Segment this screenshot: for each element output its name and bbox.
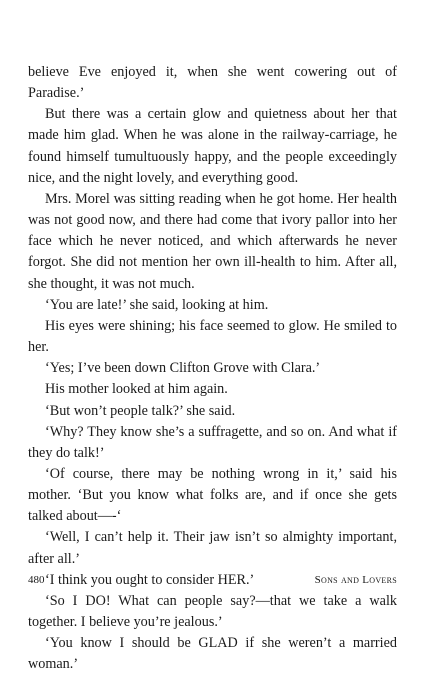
- paragraph: ‘You know I should be GLAD if she weren’t a married woman.’: [28, 635, 397, 673]
- paragraph-continuation: believe Eve enjoyed it, when she went cowering out of Paradise.’: [28, 64, 397, 102]
- paragraph: ‘I think you ought to consider HER.’: [45, 571, 255, 588]
- paragraph: But there was a certain glow and quietness about her that made him glad. When he was alone in the railway-carriage, he found himself tumultuously happy, and the people exceedingly nice, and the night lovely, and everything good.: [28, 106, 397, 186]
- running-title: Sons and Lovers: [314, 574, 397, 586]
- paragraph: ‘Why? They know she’s a suffragette, and so on. And what if they do talk!’: [28, 423, 397, 461]
- page-footer: [28, 574, 397, 588]
- paragraph: ‘Yes; I’ve been down Clifton Grove with Clara.’: [45, 360, 321, 377]
- paragraph: Mrs. Morel was sitting reading when he got home. Her health was not good now, and there had come that ivory pallor into her face which he never noticed, and which afterwards he never forgot. She did not mention her own ill-health to him. After all, she thought, it was not much.: [28, 190, 397, 292]
- page-number: 480: [28, 574, 45, 586]
- paragraph: ‘So I DO! What can people say?—that we take a walk together. I believe you’re jealous.’: [28, 592, 397, 631]
- paragraph: ‘Well, I can’t help it. Their jaw isn’t so almighty important, after all.’: [28, 529, 397, 567]
- paragraph: ‘You are late!’ she said, looking at him.: [45, 296, 269, 313]
- paragraph: ‘Of course, there may be nothing wrong in it,’ said his mother. ‘But you know what folks are, and if once she gets talked about—-‘: [28, 465, 397, 525]
- paragraph: His mother looked at him again.: [45, 381, 228, 398]
- paragraph: ‘But won’t people talk?’ she said.: [45, 402, 236, 419]
- paragraph: His eyes were shining; his face seemed to glow. He smiled to her.: [28, 317, 397, 356]
